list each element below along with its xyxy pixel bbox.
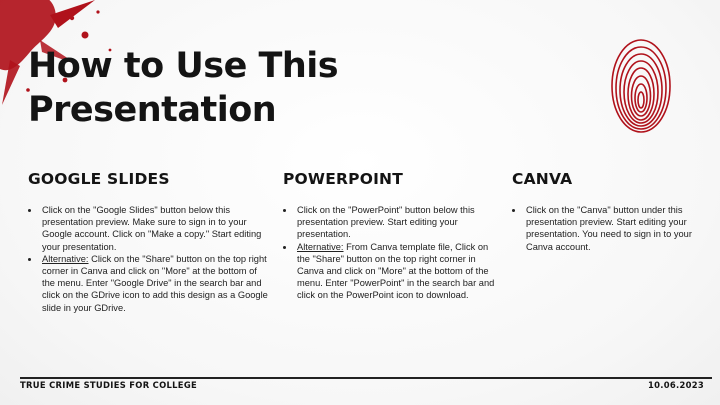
list-item xyxy=(40,204,268,253)
column-heading: GOOGLE SLIDES xyxy=(28,170,170,188)
footer-date: 10.06.2023 xyxy=(648,380,704,390)
column-heading: CANVA xyxy=(512,170,573,188)
bullet-list xyxy=(283,204,503,302)
fingerprint-icon xyxy=(610,38,672,134)
alternative-label: Alternative: xyxy=(42,253,89,264)
column-google-slides xyxy=(28,170,268,314)
bullet-text: Click on the "Share" button on the top right corner in Canva and click on "More" at the bottom of the menu. Enter "Google Drive" in the search bar and click on the GDrive icon to add this design as a Google slide in your GDrive. xyxy=(42,253,268,313)
list-item xyxy=(40,253,268,314)
bullet-list xyxy=(28,204,268,314)
alternative-label: Alternative: xyxy=(297,241,344,252)
page-title xyxy=(28,44,448,132)
column-heading: POWERPOINT xyxy=(283,170,404,188)
list-item xyxy=(295,204,503,241)
list-item xyxy=(295,241,503,302)
bullet-text: From Canva template file, Click on the "Share" button on the top right corner in Canva and click on "More" at the bottom of the menu. Enter "PowerPoint" in the search bar and click on the PowerPoint icon to download. xyxy=(297,241,495,301)
bullet-text: Click on the "Canva" button under this presentation preview. Start editing your presentation. You need to sign in to your Canva account. xyxy=(526,205,692,252)
title-line-1: How to Use This xyxy=(28,46,339,86)
footer-divider xyxy=(20,377,712,379)
list-item xyxy=(524,204,692,253)
bullet-list xyxy=(512,204,692,253)
footer-course-title: TRUE CRIME STUDIES FOR COLLEGE xyxy=(20,380,198,390)
column-canva xyxy=(512,170,692,253)
title-line-2: Presentation xyxy=(28,90,277,130)
column-powerpoint xyxy=(283,170,503,302)
bullet-text: Click on the "Google Slides" button below this presentation preview. Make sure to sign in to your Google account. Click on "Make a copy." Start editing your presentation. xyxy=(42,205,262,252)
bullet-text: Click on the "PowerPoint" button below this presentation preview. Start editing your presentation. xyxy=(297,205,475,240)
